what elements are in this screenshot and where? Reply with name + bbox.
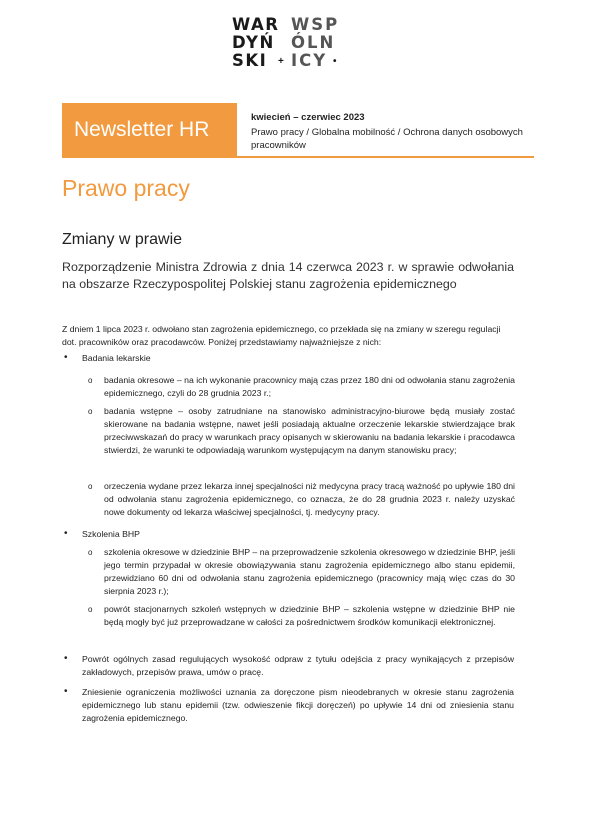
bullet-icon: • bbox=[64, 528, 68, 539]
bullet-icon: • bbox=[64, 686, 68, 697]
newsletter-topics: Prawo pracy / Globalna mobilność / Ochrona danych osobowych pracowników bbox=[251, 127, 523, 151]
logo-dot-icon: • bbox=[333, 56, 337, 67]
logo-plus-icon: + bbox=[278, 56, 284, 67]
section-title: Prawo pracy bbox=[62, 175, 190, 201]
logo-left-text: WAR DYŃ SKI bbox=[232, 15, 280, 70]
subsection-title: Zmiany w prawie bbox=[62, 231, 183, 248]
newsletter-info bbox=[237, 103, 534, 158]
circle-bullet-icon: o bbox=[88, 482, 93, 491]
circle-bullet-icon: o bbox=[88, 605, 93, 614]
logo bbox=[232, 16, 372, 76]
newsletter-title: Newsletter HR bbox=[74, 118, 210, 141]
sub-list-item-text: szkolenia okresowe w dziedzinie BHP – na przeprowadzenie szkolenia okresowego w dziedzinie BHP, jeśli jego termin przypadał w okresie obowiązywania stanu zagrożenia epidemicznego albo stanu epidemii, przewidziano 60 dni od odwołania stanu zagrożenia epidemicznego (pracownicy mają więc czas do 30 sierpnia 2023 r.); bbox=[104, 547, 515, 596]
list-item-label: Badania lekarskie bbox=[82, 353, 151, 363]
list-item-label: Szkolenia BHP bbox=[82, 529, 140, 539]
bullet-icon: • bbox=[64, 352, 68, 363]
circle-bullet-icon: o bbox=[88, 376, 93, 385]
sub-list-item-text: badania okresowe – na ich wykonanie pracownicy mają czas przez 180 dni od odwołania stanu zagrożenia epidemicznego, czyli do 28 grudnia 2023 r.; bbox=[104, 375, 515, 398]
list-item-label: Powrót ogólnych zasad regulujących wysokość odpraw z tytułu odejścia z pracy wynikających z przepisów zakładowych, przepisów prawa, umów o pracę. bbox=[82, 654, 514, 677]
sub-list-item-text: orzeczenia wydane przez lekarza innej specjalności niż medycyna pracy tracą ważność po upływie 180 dni od odwołania stanu zagrożenia epidemicznego, co oznacza, że do 28 grudnia 2023 r. należy uzyskać nowe dokumenty od lekarza właściwej specjalności, tj. medycyny pracy. bbox=[104, 481, 515, 517]
sub-list-item-text: badania wstępne – osoby zatrudniane na stanowisko administracyjno-biurowe będą musiały zostać skierowane na badania wstępne, nawet jeśli posiadają aktualne orzeczenie lekarskie stwierdzające brak przeciwwskazań do pracy w warunkach pracy opisanych w skierowaniu na badania lekarskie i pracodawca stwierdzi, że warunki te odpowiadają warunkom występującym na danym stanowisku pracy; bbox=[104, 406, 515, 455]
circle-bullet-icon: o bbox=[88, 407, 93, 416]
newsletter-date: kwiecień – czerwiec 2023 bbox=[251, 112, 365, 123]
circle-bullet-icon: o bbox=[88, 548, 93, 557]
bullet-icon: • bbox=[64, 653, 68, 664]
logo-right-text: WSP ÓLN ICY bbox=[291, 15, 340, 70]
intro-paragraph: Z dniem 1 lipca 2023 r. odwołano stan zagrożenia epidemicznego, co przekłada się na zmiany w szeregu regulacji dot. pracowników oraz pracodawców. Poniżej przedstawiamy najważniejsze z nich: bbox=[62, 324, 501, 347]
newsletter-band bbox=[62, 103, 237, 158]
regulation-title: Rozporządzenie Ministra Zdrowia z dnia 14 czerwca 2023 r. w sprawie odwołania na obszarze Rzeczypospolitej Polskiej stanu zagrożenia epidemicznego bbox=[62, 260, 514, 291]
sub-list-item-text: powrót stacjonarnych szkoleń wstępnych w dziedzinie BHP – szkolenia wstępne w dziedzinie BHP nie będą mogły być już przeprowadzane w całości za pośrednictwem środków komunikacji elektronicznej. bbox=[104, 604, 515, 627]
list-item-label: Zniesienie ograniczenia możliwości uznania za doręczone pism nieodebranych w okresie stanu zagrożenia epidemicznego lub stanu epidemii (tzw. odwieszenie fikcji doręczeń) po upływie 14 dni od zniesienia stanu zagrożenia epidemicznego. bbox=[82, 687, 514, 723]
